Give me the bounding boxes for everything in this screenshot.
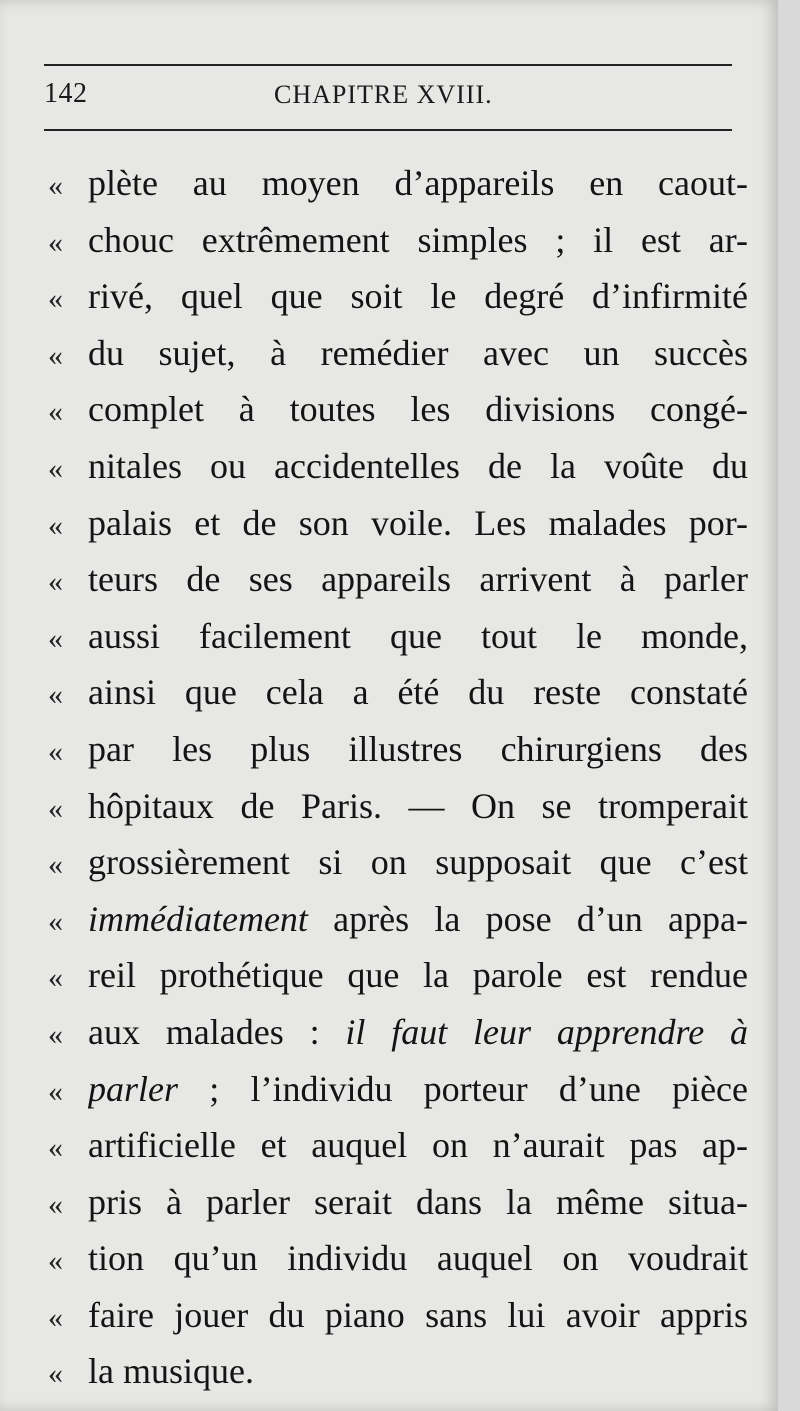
line-text xyxy=(88,1061,748,1118)
guillemet-mark: « xyxy=(48,338,63,372)
roman-text: tion qu’un individu auquel on voudrait xyxy=(88,1238,748,1279)
italic-text: parler xyxy=(88,1068,178,1109)
text-line xyxy=(48,1287,748,1344)
guillemet-mark: « xyxy=(48,451,63,485)
guillemet-mark: « xyxy=(48,1300,63,1334)
line-text xyxy=(88,381,748,438)
text-line xyxy=(48,664,748,721)
roman-text: palais et de son voile. Les malades por- xyxy=(88,502,748,543)
roman-text: grossièrement si on supposait que c’est xyxy=(88,842,748,883)
roman-text: la musique. xyxy=(88,1351,254,1392)
roman-text: plète au moyen d’appareils en caout- xyxy=(88,163,748,203)
guillemet-mark: « xyxy=(48,1131,63,1165)
guillemet-mark: « xyxy=(48,791,63,825)
guillemet-mark: « xyxy=(48,621,63,655)
line-text xyxy=(88,438,748,495)
guillemet-mark: « xyxy=(48,1074,63,1108)
header-bottom-rule xyxy=(44,129,732,131)
guillemet-mark: « xyxy=(48,282,63,316)
roman-text: aussi facilement que tout le monde, xyxy=(88,615,748,656)
text-line xyxy=(48,608,748,665)
roman-text: hôpitaux de Paris. — On se tromperait xyxy=(88,785,748,826)
roman-text: reil prothétique que la parole est rendue xyxy=(88,955,748,996)
roman-text: faire jouer du piano sans lui avoir appris xyxy=(88,1294,748,1335)
roman-text: ainsi que cela a été du reste constaté xyxy=(88,672,748,713)
roman-text: teurs de ses appareils arrivent à parler xyxy=(88,559,748,600)
line-text xyxy=(88,268,748,325)
header-top-rule xyxy=(44,64,732,66)
text-line xyxy=(48,778,748,835)
line-text xyxy=(88,212,748,269)
line-text xyxy=(88,947,748,1004)
guillemet-mark: « xyxy=(48,678,63,712)
guillemet-mark: « xyxy=(48,169,63,202)
text-line xyxy=(48,551,748,608)
guillemet-mark: « xyxy=(48,734,63,768)
guillemet-mark: « xyxy=(48,1357,63,1391)
line-text xyxy=(88,778,748,835)
roman-text: ; l’individu porteur d’une pièce xyxy=(178,1068,748,1109)
guillemet-mark: « xyxy=(48,848,63,882)
line-text xyxy=(88,551,748,608)
guillemet-mark: « xyxy=(48,1187,63,1221)
line-text xyxy=(88,891,748,948)
text-line xyxy=(48,212,748,269)
text-line xyxy=(48,947,748,1004)
line-text xyxy=(88,1287,748,1344)
guillemet-mark: « xyxy=(48,508,63,542)
roman-text: par les plus illustres chirurgiens des xyxy=(88,728,748,769)
text-line xyxy=(48,891,748,948)
line-text xyxy=(88,1174,748,1231)
line-text xyxy=(88,1004,748,1061)
text-line xyxy=(48,268,748,325)
guillemet-mark: « xyxy=(48,225,63,259)
text-line xyxy=(48,1004,748,1061)
text-line xyxy=(48,1174,748,1231)
body-text xyxy=(48,155,748,1400)
roman-text: pris à parler serait dans la même situa- xyxy=(88,1181,748,1222)
line-text xyxy=(88,155,748,212)
page-header xyxy=(44,78,732,118)
roman-text: après la pose d’un appa- xyxy=(307,898,748,939)
line-text xyxy=(88,495,748,552)
line-text xyxy=(88,721,748,778)
text-line xyxy=(48,1117,748,1174)
italic-text: immédiatement xyxy=(88,898,308,939)
text-line xyxy=(48,495,748,552)
text-line xyxy=(48,1061,748,1118)
text-line xyxy=(48,155,748,212)
line-text xyxy=(88,1230,748,1287)
guillemet-mark: « xyxy=(48,1017,63,1051)
guillemet-mark: « xyxy=(48,904,63,938)
roman-text: du sujet, à remédier avec un succès xyxy=(88,332,748,373)
text-line xyxy=(48,325,748,382)
text-line xyxy=(48,438,748,495)
guillemet-mark: « xyxy=(48,395,63,429)
line-text xyxy=(88,1117,748,1174)
guillemet-mark: « xyxy=(48,961,63,995)
page-number: 142 xyxy=(44,78,88,109)
roman-text: artificielle et auquel on n’aurait pas ap- xyxy=(88,1125,748,1166)
text-line xyxy=(48,721,748,778)
line-text xyxy=(88,1343,748,1400)
line-text xyxy=(88,608,748,665)
roman-text: complet à toutes les divisions congé- xyxy=(88,389,748,430)
line-text xyxy=(88,834,748,891)
line-text xyxy=(88,325,748,382)
text-line xyxy=(48,1230,748,1287)
text-line xyxy=(48,834,748,891)
italic-text: il faut leur apprendre à xyxy=(345,1011,748,1052)
roman-text: rivé, quel que soit le degré d’infirmité xyxy=(88,276,748,317)
roman-text: chouc extrêmement simples ; il est ar- xyxy=(88,219,748,260)
line-text xyxy=(88,664,748,721)
roman-text: aux malades : xyxy=(88,1011,346,1052)
roman-text: nitales ou accidentelles de la voûte du xyxy=(88,445,748,486)
guillemet-mark: « xyxy=(48,1244,63,1278)
running-head: CHAPITRE XVIII. xyxy=(274,80,493,109)
text-line xyxy=(48,381,748,438)
guillemet-mark: « xyxy=(48,565,63,599)
text-line xyxy=(48,1343,748,1400)
